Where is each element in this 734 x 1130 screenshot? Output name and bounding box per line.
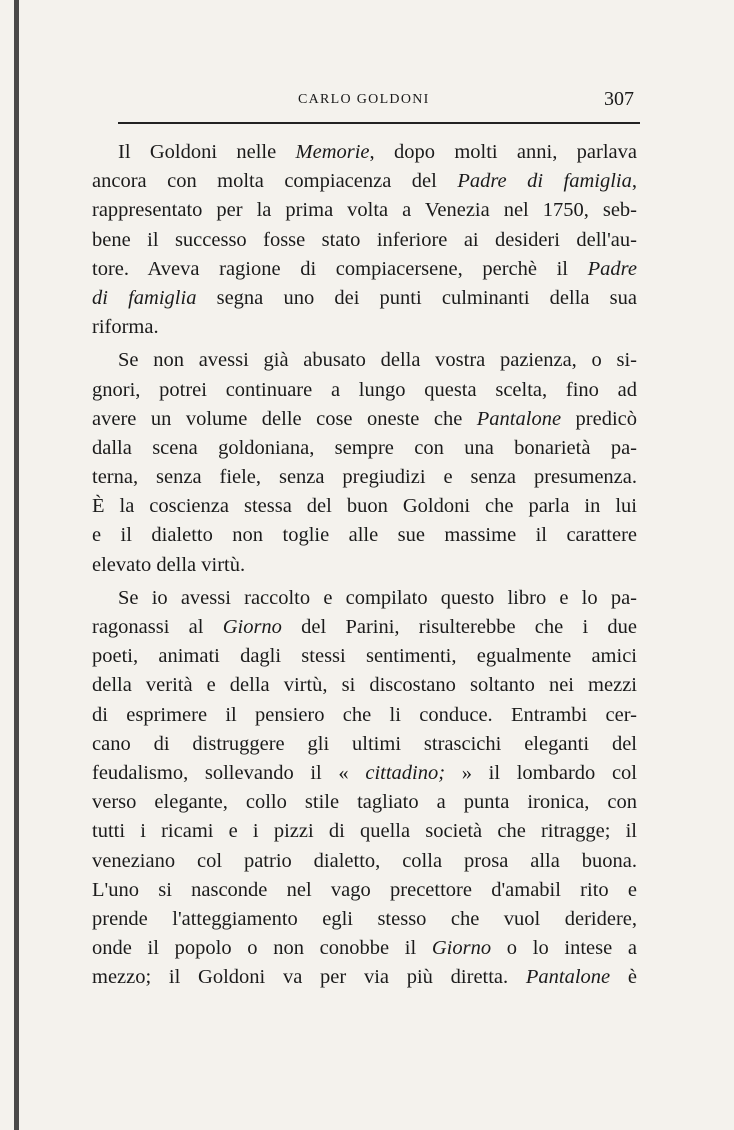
page-header: [118, 88, 640, 128]
text-line: rappresentato per la prima volta a Venezia nel 1750, seb-: [92, 199, 637, 222]
text-line: bene il successo fosse stato inferiore ai desideri dell'au-: [92, 228, 637, 251]
text-line: riforma.: [92, 316, 159, 339]
text-line: onde il popolo o non conobbe il Giorno o lo intese a: [92, 937, 637, 960]
text-line: e il dialetto non toglie alle sue massime il carattere: [92, 524, 637, 547]
text-line: verso elegante, collo stile tagliato a punta ironica, con: [92, 791, 637, 814]
text-line: tore. Aveva ragione di compiacersene, perchè il Padre: [92, 257, 637, 280]
text-line: veneziano col patrio dialetto, colla prosa alla buona.: [92, 849, 637, 872]
text-line: L'uno si nasconde nel vago precettore d'amabil rito e: [92, 878, 637, 901]
text-line: ancora con molta compiacenza del Padre di famiglia,: [92, 170, 638, 193]
text-line: della verità e della virtù, si discostano soltanto nei mezzi: [92, 674, 637, 697]
text-line: cano di distruggere gli ultimi strascichi eleganti del: [92, 732, 637, 755]
text-line: tutti i ricami e i pizzi di quella società che ritragge; il: [92, 820, 637, 843]
text-line: ragonassi al Giorno del Parini, risulterebbe che i due: [92, 616, 637, 638]
text-line: prende l'atteggiamento egli stesso che vuol deridere,: [92, 907, 637, 930]
text-line: mezzo; il Goldoni va per via più diretta. Pantalone è: [92, 966, 637, 989]
text-line: di esprimere il pensiero che li conduce. Entrambi cer-: [92, 703, 637, 726]
text-line: dalla scena goldoniana, sempre con una bonarietà pa-: [92, 436, 637, 459]
page-edge-shadow: [14, 0, 19, 1130]
text-line: di famiglia segna uno dei punti culminanti della sua: [92, 286, 637, 309]
header-rule: [118, 122, 640, 124]
text-line: elevato della virtù.: [92, 553, 246, 576]
text-line: Se non avessi già abusato della vostra pazienza, o si-: [118, 349, 637, 372]
text-line: Il Goldoni nelle Memorie, dopo molti anni, parlava: [118, 141, 637, 163]
text-line: feudalismo, sollevando il « cittadino; » il lombardo col: [92, 761, 637, 784]
text-line: terna, senza fiele, senza pregiudizi e senza presumenza.: [92, 466, 637, 489]
body-text: [92, 138, 637, 992]
text-line: Se io avessi raccolto e compilato questo libro e lo pa-: [118, 586, 637, 609]
text-line: poeti, animati dagli stessi sentimenti, egualmente amici: [92, 645, 637, 668]
text-line: avere un volume delle cose oneste che Pantalone predicò: [92, 407, 637, 430]
text-line: gnori, potrei continuare a lungo questa scelta, fino ad: [92, 378, 637, 401]
text-line: È la coscienza stessa del buon Goldoni che parla in lui: [92, 495, 637, 518]
running-title: CARLO GOLDONI: [298, 92, 430, 107]
page-number: 307: [604, 88, 634, 110]
